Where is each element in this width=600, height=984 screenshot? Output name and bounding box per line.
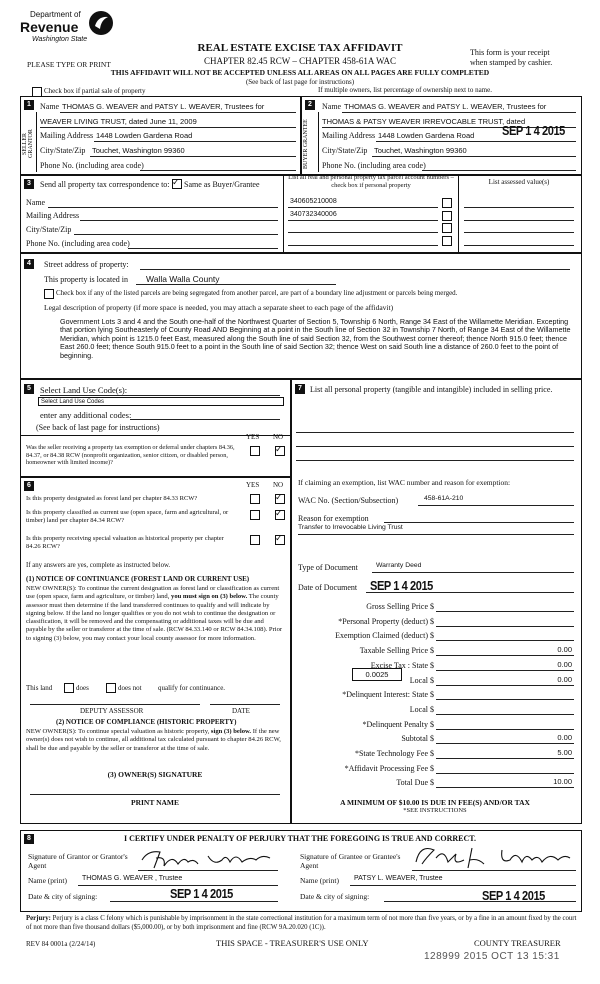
tax-line-label: *Personal Property (deduct) $	[338, 616, 434, 626]
notice2-title: (2) NOTICE OF COMPLIANCE (HISTORIC PROPERTY)	[56, 718, 237, 726]
logo-dept: Department of	[30, 10, 81, 19]
historic-question: Is this property receiving special valuation as historical property per chapter 84.26 RCW?	[26, 535, 224, 550]
deputy-assessor-label: DEPUTY ASSESSOR	[80, 707, 144, 715]
tax-line-label: Taxable Selling Price $	[359, 646, 434, 656]
forest-yes-checkbox[interactable]	[250, 494, 260, 504]
instructions-note: (See back of last page for instructions)	[245, 78, 355, 86]
seller-name-line1[interactable]: THOMAS G. WEAVER and PATSY L. WEAVER, Trustees for	[62, 102, 265, 111]
doc-type-value[interactable]: Warranty Deed	[376, 562, 422, 569]
personal-property-checkbox[interactable]	[442, 211, 452, 221]
receipt-note-1: This form is your receipt	[470, 48, 550, 57]
additional-codes-label: enter any additional codes:	[40, 410, 132, 420]
buyer-mailing-label: Mailing Address	[322, 131, 376, 140]
same-as-buyer-check-icon: ✓	[172, 178, 180, 188]
tax-line-label: Local $	[409, 704, 434, 714]
exemption-no-check-icon: ✓	[275, 445, 283, 455]
county-value[interactable]: Walla Walla County	[146, 274, 220, 284]
qualify-label: qualify for continuance.	[158, 684, 226, 692]
current-use-yes-checkbox[interactable]	[250, 510, 260, 520]
legal-desc-label: Legal description of property (if more space is needed, you may attach a separate sheet to each page of the affidavit)	[44, 303, 394, 312]
assessed-value-field[interactable]	[464, 232, 574, 233]
notice1-text-a: NEW OWNER(S): To continue the current designation as forest land or classification as current use (open space, farm and agriculture, or timber) land,	[26, 585, 280, 601]
buyer-name-line1[interactable]: THOMAS G. WEAVER and PATSY L. WEAVER, Trustees for	[344, 102, 547, 111]
section-2-number: 2	[305, 100, 315, 110]
tax-line-label: Gross Selling Price $	[366, 602, 434, 611]
logo-name: Revenue	[20, 19, 79, 35]
forest-question: Is this property designated as forest land per chapter 84.33 RCW?	[26, 495, 198, 502]
buyer-name-line2[interactable]: THOMAS & PATSY WEAVER IRREVOCABLE TRUST, dated	[322, 117, 526, 126]
seller-phone-label: Phone No. (including area code)	[40, 161, 144, 170]
tax-line-label: Total Due $	[396, 778, 434, 788]
s6-no-header: NO	[273, 481, 284, 489]
grantee-name[interactable]: PATSY L. WEAVER, Trustee	[354, 875, 443, 882]
does-checkbox[interactable]	[64, 683, 74, 693]
grantor-signature	[138, 846, 278, 872]
buyer-side-label: BUYER GRANTEE	[303, 119, 309, 169]
buyer-phone-label: Phone No. (including area code)	[322, 161, 426, 170]
doc-date-stamp: SEP 1 4 2015	[370, 578, 433, 593]
buyer-name-label: Name	[322, 102, 342, 111]
send-correspondence-label: Send all property tax correspondence to:	[40, 180, 170, 189]
tax-line-label: Excise Tax : State $	[370, 660, 434, 670]
section-5-number: 5	[24, 384, 34, 394]
located-in-label: This property is located in	[44, 275, 128, 284]
seller-mailing[interactable]: 1448 Lowden Gardena Road	[96, 131, 193, 140]
assessor-date-label: DATE	[232, 707, 250, 715]
segregated-label: Check box if any of the listed parcels are being segregated from another parcel, are part of a boundary line adjustment or parcels being merged.	[56, 289, 458, 297]
seller-mailing-label: Mailing Address	[40, 131, 94, 140]
assessed-header: List assessed value(s)	[488, 178, 550, 186]
land-use-label: Select Land Use Code(s):	[40, 385, 128, 395]
tax-line-value[interactable]: 0.00	[557, 733, 572, 743]
if-yes-note: If any answers are yes, complete as instructed below.	[26, 562, 171, 569]
does-label: does	[76, 684, 89, 692]
notice2-bold: sign (3) below.	[210, 728, 252, 735]
notice2-text-b: If the new owner(s) does not wish to continue, all additional tax calculated pursuant to chapter 84.26 RCW, shall be due and payable by the seller or transferor at the time of sale.	[26, 728, 281, 752]
personal-property-checkbox[interactable]	[442, 223, 452, 233]
grantee-date-label: Date & city of signing:	[300, 892, 370, 901]
wac-label: WAC No. (Section/Subsection)	[298, 496, 399, 505]
grantee-date-stamp: SEP 1 4 2015	[482, 888, 545, 903]
receipt-note-2: when stamped by cashier.	[470, 58, 553, 67]
seller-city-label: City/State/Zip	[40, 146, 86, 155]
form-subtitle: CHAPTER 82.45 RCW – CHAPTER 458-61A WAC	[204, 56, 396, 66]
revenue-logo	[20, 10, 120, 54]
parcel-header: List all real and personal property tax parcel account numbers – check box if personal property	[288, 174, 454, 189]
certify-statement: I CERTIFY UNDER PENALTY OF PERJURY THAT THE FOREGOING IS TRUE AND CORRECT.	[123, 834, 476, 843]
current-use-no-check-icon: ✓	[275, 509, 283, 519]
tax-line-label: Exemption Claimed (deduct) $	[335, 631, 434, 641]
legal-description[interactable]: Government Lots 3 and 4 and the South one-half of the Northwest Quarter of Section 5, Township 6 North, Range 34 East of the Willamette Meridian. Excepting that portion lying Southeasterly of County Road AND Beginning at a point in the South line of Section 32 in Township 7 North, of Range 34 East of the Willamette Meridian, which point is 1215.0 feet East, measured along the South line of said Section 32, from the Southwest corner thereof; thence North 915.0 feet; thence East 260.0 feet; thence South 915.0 feet to a point in the South line of said Section 32; thence West on said South line a distance of 260.0 feet to the point of beginning.	[60, 317, 571, 360]
treasurer-space: THIS SPACE - TREASURER'S USE ONLY	[216, 938, 369, 948]
print-name-label: PRINT NAME	[131, 798, 179, 807]
grantee-signature	[412, 842, 576, 872]
notice1-text	[26, 585, 284, 643]
corr-phone-label: Phone No. (including area code)	[26, 239, 130, 248]
tax-line-value[interactable]: 0.00	[557, 659, 572, 669]
seller-city[interactable]: Touchet, Washington 99360	[92, 146, 185, 155]
buyer-mailing[interactable]: 1448 Lowden Gardena Road	[378, 131, 475, 140]
s6-yes-header: YES	[246, 481, 260, 489]
forest-no-check-icon: ✓	[275, 493, 283, 503]
perjury-bold: Perjury:	[26, 915, 51, 922]
notice1-title: (1) NOTICE OF CONTINUANCE (FOREST LAND OR CURRENT USE)	[26, 575, 250, 583]
grantee-name-label: Name (print)	[300, 876, 339, 885]
tax-line-label: *Affidavit Processing Fee $	[344, 763, 434, 773]
warning-banner: THIS AFFIDAVIT WILL NOT BE ACCEPTED UNLESS ALL AREAS ON ALL PAGES ARE FULLY COMPLETED	[110, 68, 490, 77]
corr-city-label: City/State/Zip	[26, 225, 72, 234]
receipt-stamp: 128999 2015 OCT 13 15:31	[424, 951, 560, 962]
section-4-property	[20, 252, 582, 380]
exemption-question: Was the seller receiving a property tax exemption or deferral under chapters 84.36, 84.37, or 84.38 RCW (nonprofit organization, senior citizen, or disabled person, homeowner with limited income)?	[26, 444, 235, 467]
section-7-number: 7	[295, 384, 305, 394]
reason-value[interactable]: Transfer to Irrevocable Living Trust	[298, 524, 403, 531]
historic-yes-checkbox[interactable]	[250, 535, 260, 545]
current-use-question: Is this property classified as current use (open space, farm and agricultural, or timber) land per chapter 84.34 RCW?	[26, 509, 229, 524]
revenue-emblem-icon	[88, 10, 114, 36]
personal-property-label: List all personal property (tangible and intangible) included in selling price.	[310, 385, 553, 394]
tax-line-label: *Delinquent Interest: State $	[342, 690, 434, 700]
buyer-city[interactable]: Touchet, Washington 99360	[374, 146, 467, 155]
does-not-checkbox[interactable]	[106, 683, 116, 693]
tax-line-label: Local $	[409, 675, 434, 685]
street-address-label: Street address of property:	[44, 260, 129, 269]
tax-line-label: *State Technology Fee $	[354, 749, 434, 758]
form-title: REAL ESTATE EXCISE TAX AFFIDAVIT	[197, 42, 403, 54]
notice1-bold: you must sign on (3) below.	[171, 593, 248, 601]
corr-name-label: Name	[26, 198, 46, 207]
same-as-buyer-label: Same as Buyer/Grantee	[184, 180, 260, 189]
seller-name-line2[interactable]: WEAVER LIVING TRUST, dated June 11, 2009	[40, 117, 197, 126]
segregated-checkbox[interactable]	[44, 289, 54, 299]
county-treasurer: COUNTY TREASURER	[474, 938, 561, 948]
personal-property-checkbox[interactable]	[442, 198, 452, 208]
land-use-see-back: (See back of last page for instructions)	[36, 423, 160, 432]
section-1-number: 1	[24, 100, 34, 110]
exemption-claim-label: If claiming an exemption, list WAC number and reason for exemption:	[298, 478, 511, 487]
historic-no-check-icon: ✓	[275, 534, 283, 544]
parcel-number[interactable]: 340732340006	[290, 210, 337, 218]
form-number: REV 84 0001a (2/24/14)	[26, 940, 96, 948]
tax-line-value[interactable]: 0.00	[557, 674, 572, 684]
seller-side-label: SELLER GRANTOR	[22, 129, 34, 159]
grantor-date-label: Date & city of signing:	[28, 892, 98, 901]
assessed-value-field[interactable]	[464, 245, 574, 246]
does-not-label: does not	[118, 684, 142, 692]
please-type: PLEASE TYPE OR PRINT	[27, 60, 111, 69]
exemption-yes-checkbox[interactable]	[250, 446, 260, 456]
doc-type-label: Type of Document	[298, 563, 358, 572]
corr-mailing-label: Mailing Address	[26, 211, 80, 220]
notice2-text-a: NEW OWNER(S): To continue special valuation as historic property,	[26, 728, 210, 735]
land-use-select[interactable]: Select Land Use Codes	[38, 397, 284, 406]
minimum-due-note: A MINIMUM OF $10.00 IS DUE IN FEE(S) AND/OR TAX	[340, 798, 530, 807]
perjury-note	[26, 914, 578, 932]
section-3-number: 3	[24, 179, 34, 189]
s5-yes-header: YES	[246, 433, 260, 441]
perjury-text: Perjury is a class C felony which is punishable by imprisonment in the state correctional institution for a maximum term of not more than five years, or by a fine in an amount fixed by the court of not more than five thousand dollars ($5,000.00), or by both imprisonment and fine (RCW 9A.20.020 (1C)).	[26, 915, 577, 931]
assessed-value-field[interactable]	[464, 220, 574, 221]
section-8-number: 8	[24, 834, 34, 844]
parcel-number[interactable]: 340605210008	[290, 198, 337, 205]
section-6-number: 6	[24, 481, 34, 491]
grantor-date-stamp: SEP 1 4 2015	[170, 886, 233, 901]
buyer-date-stamp: SEP 1 4 2015	[502, 123, 565, 138]
tax-line-label: *Delinquent Penalty $	[362, 719, 434, 729]
buyer-city-label: City/State/Zip	[322, 146, 368, 155]
grantor-name[interactable]: THOMAS G. WEAVER , Trustee	[82, 875, 183, 882]
multiple-owners-note: If multiple owners, list percentage of ownership next to name.	[318, 86, 492, 94]
this-land-label: This land	[26, 684, 53, 692]
section-4-number: 4	[24, 259, 34, 269]
personal-property-checkbox[interactable]	[442, 236, 452, 246]
s5-no-header: NO	[273, 433, 284, 441]
see-instructions-note: *SEE INSTRUCTIONS	[403, 807, 467, 814]
notice1-text-b: The county assessor must then determine if the land transferred continues to qualify and will indicate by signing below. If the land no longer qualifies or you do not wish to continue the designation or classification, it will be removed and the compensating or additional taxes will be due and payable by the seller or transferor at the time of sale. (RCW 84.33.140 or RCW 84.34.108). Prior to signing (3) below, you may contact your local county assessor for more information.	[26, 593, 283, 642]
seller-name-label: Name	[40, 102, 60, 111]
grantor-name-label: Name (print)	[28, 876, 67, 885]
grantee-sig-label: Signature of Grantee or Grantee's Agent	[300, 852, 401, 870]
doc-date-label: Date of Document	[298, 583, 358, 592]
partial-sale-label: Check box if partial sale of property	[44, 87, 146, 95]
tax-line-value[interactable]: 5.00	[557, 748, 572, 757]
owners-signature-label: (3) OWNER(S) SIGNATURE	[107, 770, 203, 779]
assessed-value-field[interactable]	[464, 207, 574, 208]
tax-line-value[interactable]: 0.00	[557, 645, 572, 655]
wac-value[interactable]: 458-61A-210	[424, 495, 464, 502]
notice2-text	[26, 728, 284, 753]
tax-line-label: Subtotal $	[401, 734, 434, 744]
local-rate-box[interactable]: 0.0025	[352, 668, 402, 681]
grantor-sig-label: Signature of Grantor or Grantor's Agent	[28, 852, 128, 870]
logo-state: Washington State	[32, 36, 88, 43]
reason-label: Reason for exemption	[298, 514, 369, 523]
tax-line-value[interactable]: 10.00	[553, 777, 572, 787]
